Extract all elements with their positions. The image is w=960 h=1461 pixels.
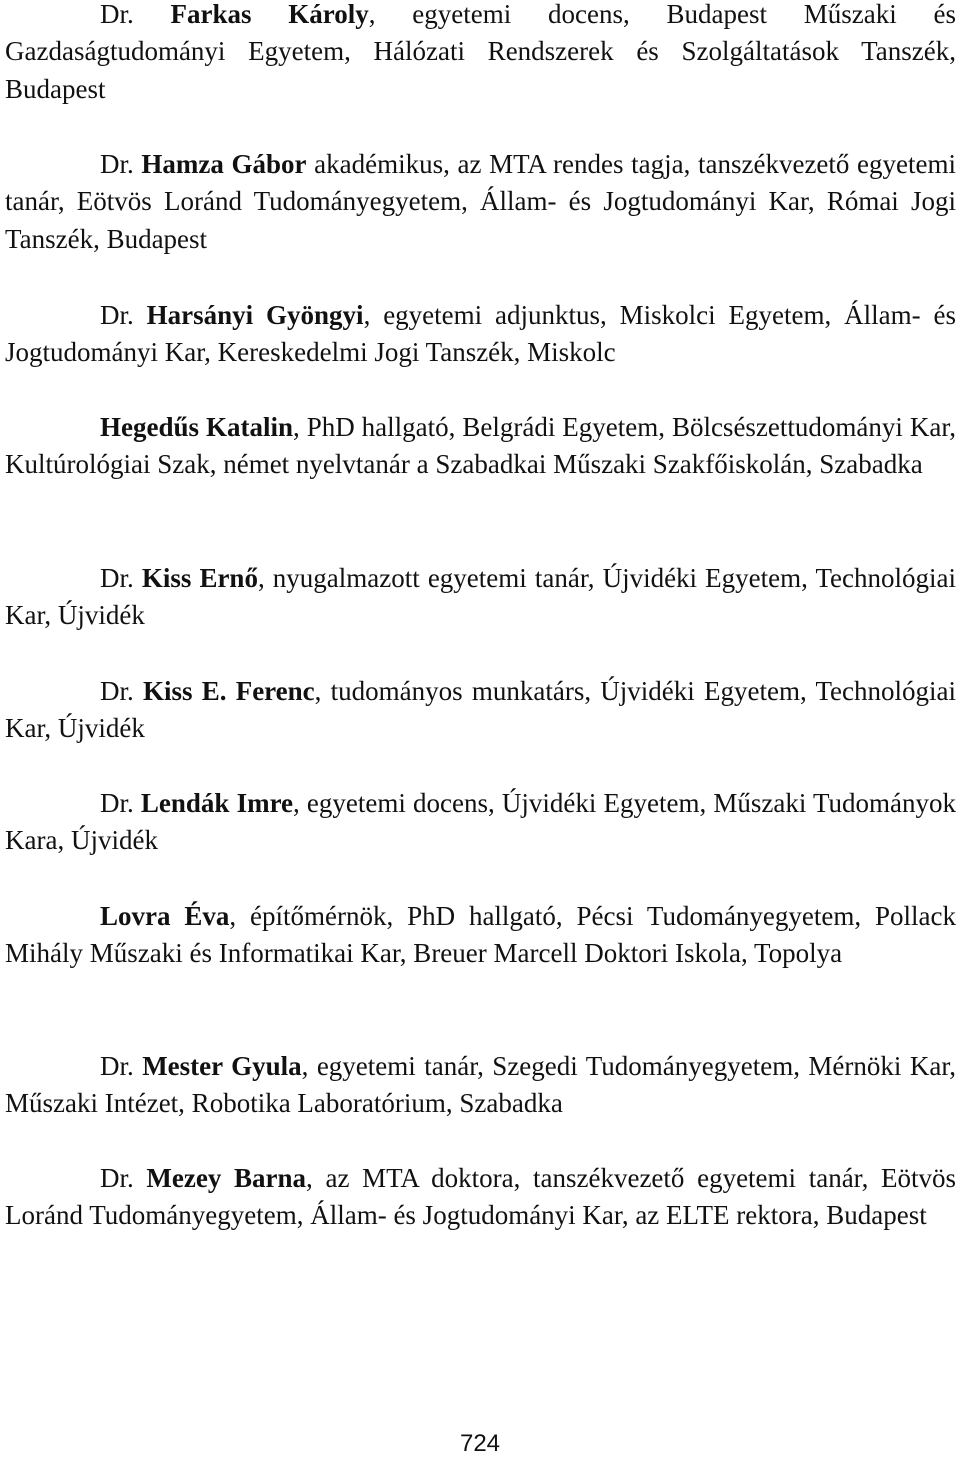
- entry-name: Kiss E. Ferenc: [142, 676, 315, 706]
- entry-description: , egyetemi docens, Újvidéki Egyetem, Műszaki Tudományok Kara, Újvidék: [5, 788, 956, 856]
- entry-hegedus-katalin: [5, 409, 956, 484]
- entry-description: , egyetemi tanár, Szegedi Tudományegyetem, Mérnöki Kar, Műszaki Intézet, Robotika Laboratórium, Szabadka: [5, 1051, 956, 1119]
- entry-description: akadémikus, az MTA rendes tagja, tanszékvezető egyetemi tanár, Eötvös Loránd Tudományegyetem, Állam- és Jogtudományi Kar, Római Jogi Tanszék, Budapest: [5, 149, 956, 254]
- entry-description: , tudományos munkatárs, Újvidéki Egyetem, Technológiai Kar, Újvidék: [5, 676, 957, 744]
- entry-description: , PhD hallgató, Belgrádi Egyetem, Bölcsészettudományi Kar, Kultúrológiai Szak, német nyelvtanár a Szabadkai Műszaki Szakfőiskolán, Szabadka: [5, 412, 956, 480]
- entry-hamza-gabor: [5, 146, 956, 258]
- entry-title: Dr.: [100, 563, 134, 593]
- entry-farkas-karoly: [5, 0, 956, 108]
- entry-name: Mezey Barna: [146, 1163, 307, 1193]
- entry-name: Mester Gyula: [142, 1051, 302, 1081]
- entry-description: , az MTA doktora, tanszékvezető egyetemi tanár, Eötvös Loránd Tudományegyetem, Állam- és Jogtudományi Kar, az ELTE rektora, Budapest: [5, 1163, 957, 1231]
- entry-name: Lendák Imre: [140, 788, 294, 818]
- entry-description: , egyetemi docens, Budapest Műszaki és Gazdaságtudományi Egyetem, Hálózati Rendszerek és Szolgáltatások Tanszék, Budapest: [5, 0, 956, 104]
- entry-mezey-barna: [5, 1160, 956, 1235]
- entry-description: , egyetemi adjunktus, Miskolci Egyetem, Állam- és Jogtudományi Kar, Kereskedelmi Jogi Tanszék, Miskolc: [5, 300, 957, 368]
- entry-description: , építőmérnök, PhD hallgató, Pécsi Tudományegyetem, Pollack Mihály Műszaki és Informatikai Kar, Breuer Marcell Doktori Iskola, Topolya: [5, 901, 956, 969]
- entry-description: , nyugalmazott egyetemi tanár, Újvidéki Egyetem, Technológiai Kar, Újvidék: [5, 563, 957, 631]
- entry-name: Farkas Károly: [170, 0, 369, 29]
- entry-title: Dr.: [100, 1163, 134, 1193]
- page-number: 724: [459, 1430, 501, 1457]
- entry-title: Dr.: [100, 300, 134, 330]
- entry-name: Harsányi Gyöngyi: [146, 300, 364, 330]
- entry-title: Dr.: [100, 788, 134, 818]
- entry-title: Dr.: [100, 149, 134, 179]
- entry-title: Dr.: [100, 676, 134, 706]
- entry-name: Kiss Ernő: [141, 563, 258, 593]
- entry-name: Lovra Éva: [100, 901, 230, 931]
- entry-kiss-erno: [5, 560, 956, 635]
- entry-title: Dr.: [100, 1051, 134, 1081]
- entry-mester-gyula: [5, 1048, 956, 1123]
- entry-harsanyi-gyongyi: [5, 297, 956, 372]
- entry-lendak-imre: [5, 785, 956, 860]
- entry-title: Dr.: [100, 0, 134, 29]
- entry-name: Hegedűs Katalin: [100, 412, 293, 442]
- entry-name: Hamza Gábor: [141, 149, 307, 179]
- entry-lovra-eva: [5, 898, 956, 973]
- entry-kiss-e-ferenc: [5, 673, 956, 748]
